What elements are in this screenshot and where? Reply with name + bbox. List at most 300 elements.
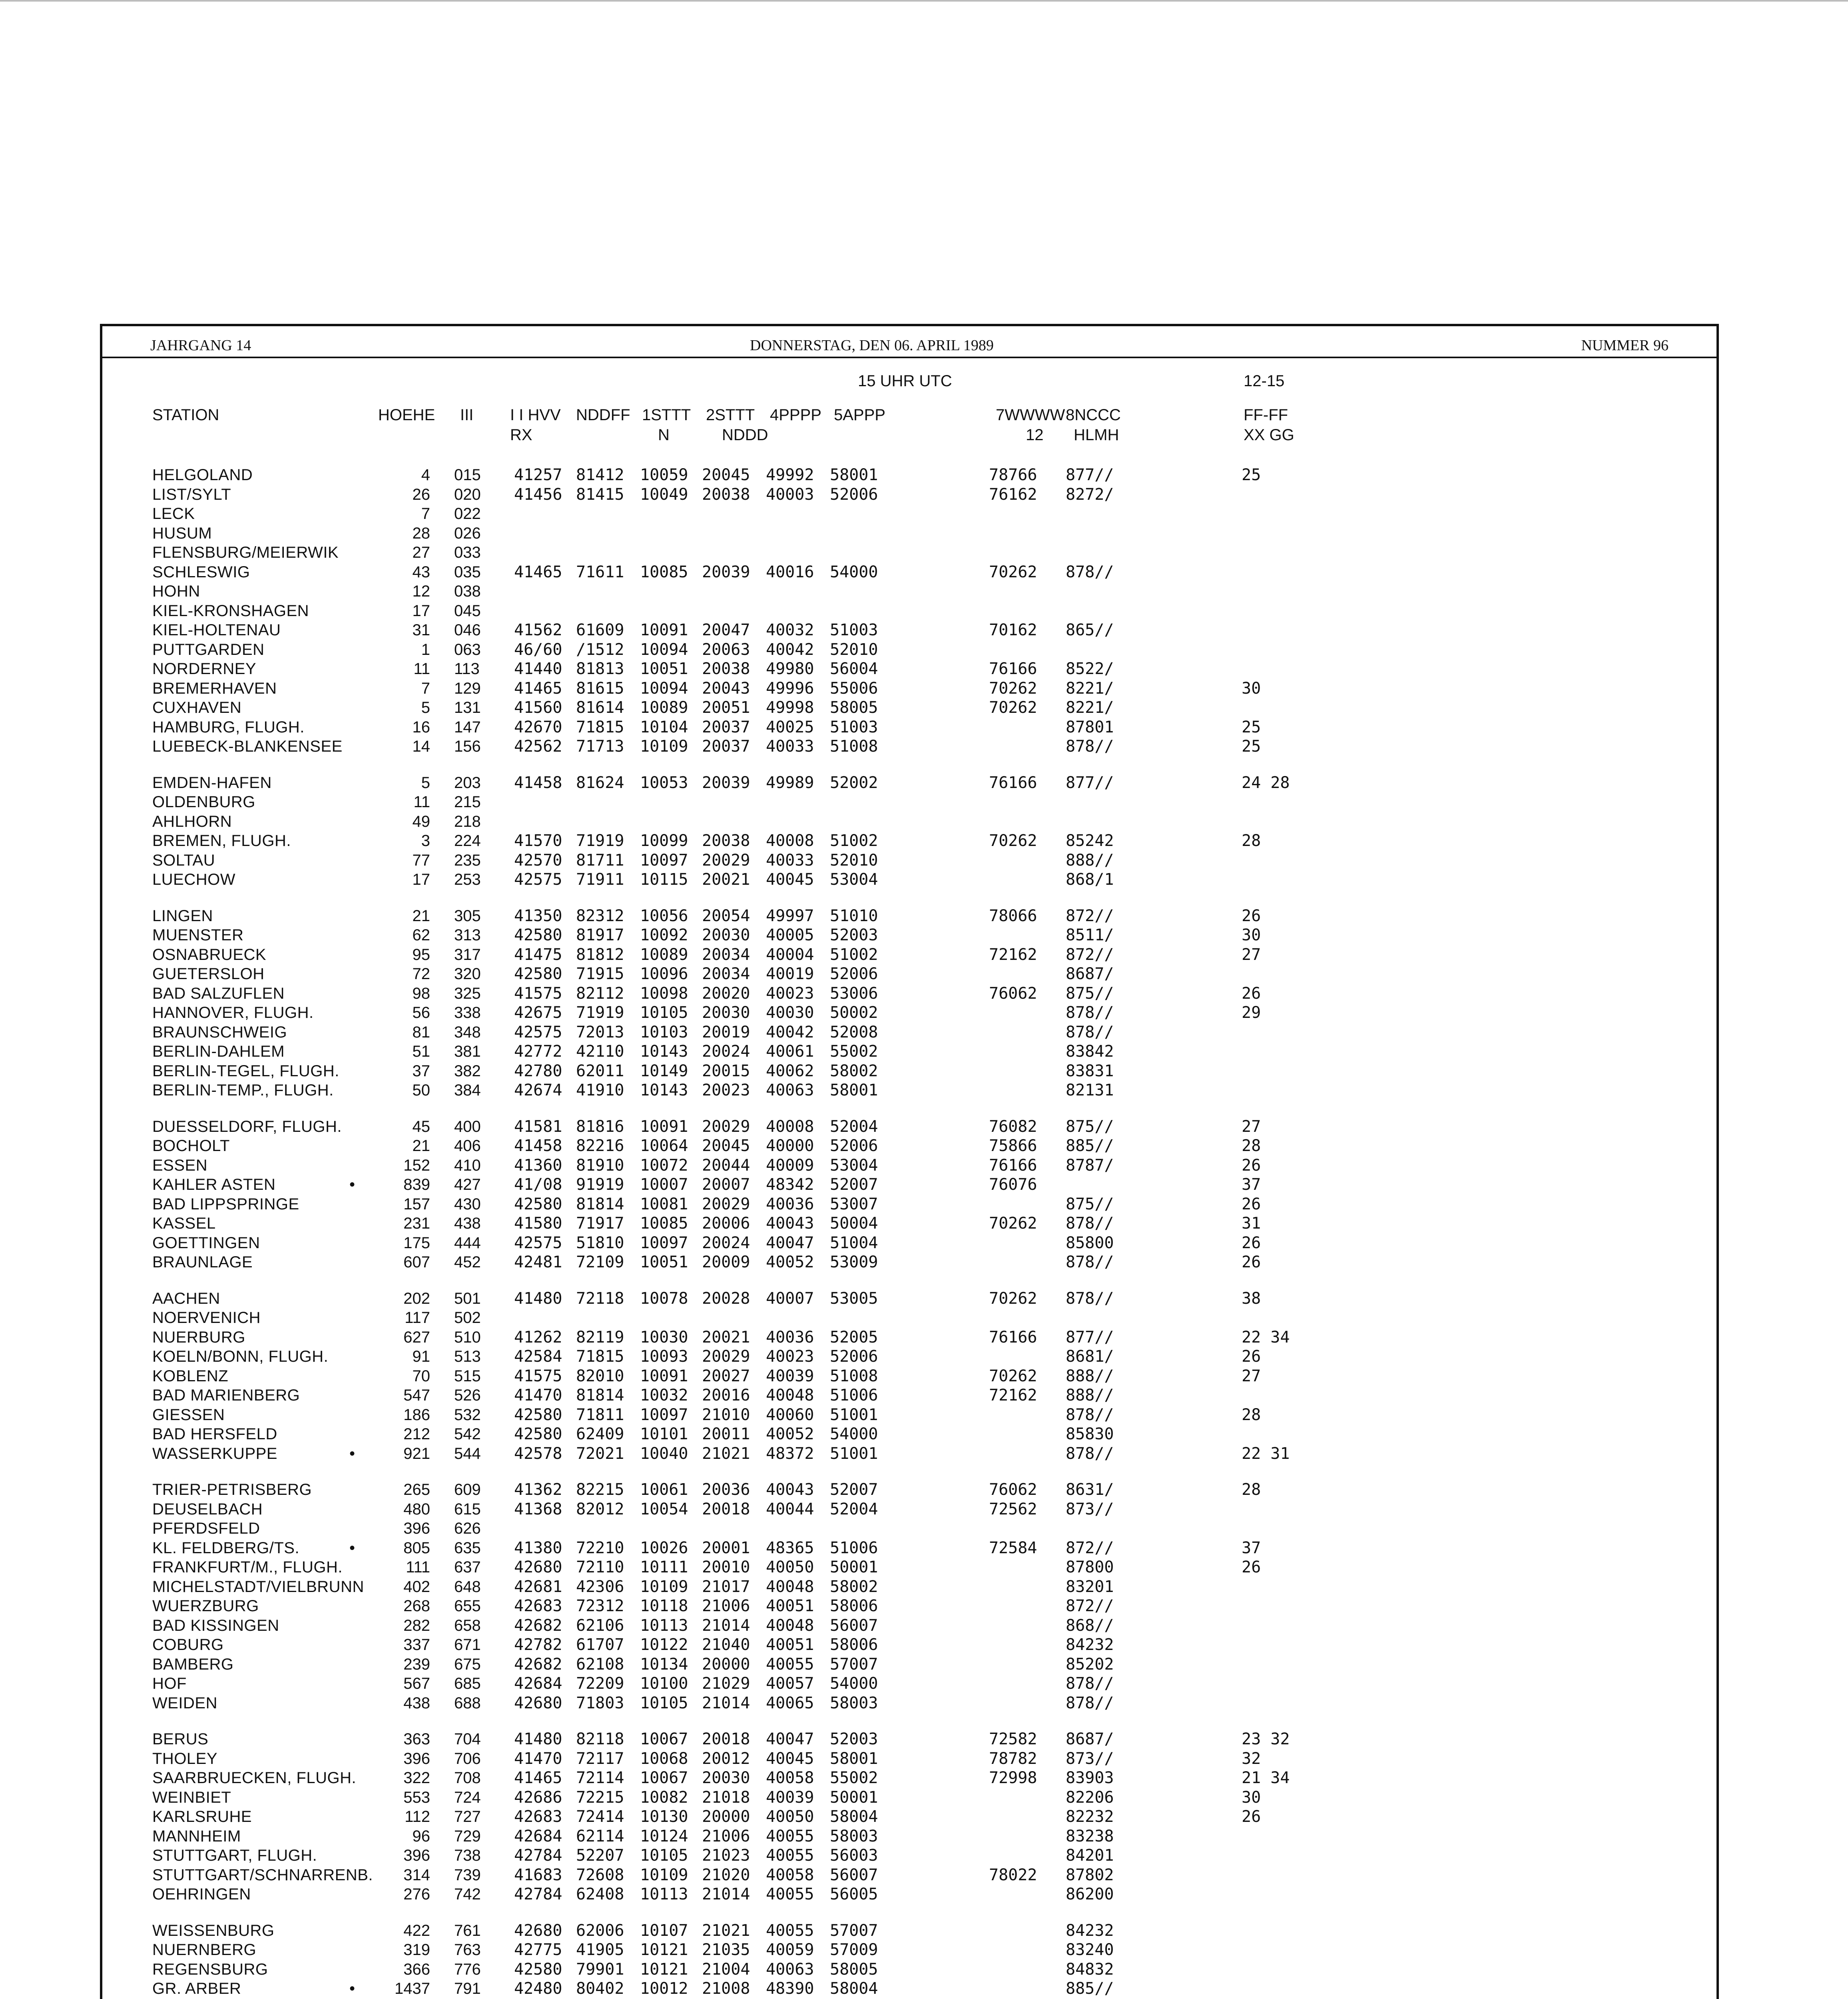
group-2: 62006: [576, 1921, 624, 1940]
issue-number: NUMMER 96: [1581, 337, 1669, 354]
group-6: 51010: [830, 906, 878, 925]
group-8: 83238: [1066, 1827, 1114, 1845]
station-name: BAMBERG: [152, 1655, 234, 1673]
station-name: KOBLENZ: [152, 1367, 229, 1385]
group-2: 81816: [576, 1117, 624, 1136]
group-1: 42782: [514, 1636, 562, 1654]
table-row: [102, 1023, 1716, 1042]
group-6: 51006: [830, 1386, 878, 1404]
group-6: 58003: [830, 1694, 878, 1712]
station-index: 452: [454, 1253, 481, 1271]
group-6: 57007: [830, 1655, 878, 1674]
station-height: 1: [421, 640, 430, 658]
group-4: 21035: [702, 1941, 750, 1959]
group-2: 82010: [576, 1367, 624, 1385]
group-3: 10081: [640, 1195, 688, 1213]
table-row: [102, 1328, 1716, 1347]
group-1: 42772: [514, 1042, 562, 1061]
station-index: 113: [454, 660, 480, 678]
station-height: 322: [403, 1769, 430, 1787]
col-c4: 2STTT: [706, 406, 755, 424]
group-8: 85202: [1066, 1655, 1114, 1674]
station-height: 37: [412, 1062, 430, 1080]
station-name: NUERBURG: [152, 1328, 245, 1346]
group-7: 78766: [989, 466, 1037, 484]
group-3: 10092: [640, 926, 688, 944]
group-3: 10111: [640, 1558, 688, 1576]
group-6: 51004: [830, 1233, 878, 1252]
table-row: [102, 582, 1716, 601]
station-height: 11: [413, 793, 430, 811]
group-1: 41262: [514, 1328, 562, 1347]
group-3: 10049: [640, 485, 688, 504]
group-7: 70262: [989, 832, 1037, 850]
group-4: 20000: [702, 1807, 750, 1826]
station-name: OSNABRUECK: [152, 946, 267, 964]
group-2: 81814: [576, 1386, 624, 1404]
group-2: 52207: [576, 1846, 624, 1865]
table-row: [102, 1674, 1716, 1694]
station-height: 21: [412, 1137, 430, 1155]
station-index: 742: [454, 1885, 481, 1903]
group-5: 48372: [766, 1444, 814, 1463]
group-5: 40052: [766, 1425, 814, 1443]
group-1: 42684: [514, 1827, 562, 1845]
mountain-mark: •: [349, 1980, 355, 1997]
group-8: 878//: [1066, 1253, 1114, 1271]
group-8: 888//: [1066, 1386, 1114, 1404]
station-height: 21: [412, 907, 430, 925]
station-name: PUTTGARDEN: [152, 640, 265, 658]
table-row: [102, 1865, 1716, 1885]
table-row: [102, 1558, 1716, 1577]
group-8: 878//: [1066, 563, 1114, 581]
group-3: 10121: [640, 1941, 688, 1959]
group-3: 10085: [640, 1214, 688, 1233]
station-name: KIEL-KRONSHAGEN: [152, 602, 309, 620]
group-3: 10098: [640, 984, 688, 1003]
station-name: AHLHORN: [152, 812, 232, 830]
group-4: 20039: [702, 773, 750, 792]
group-6: 50001: [830, 1558, 878, 1576]
group-5: 40008: [766, 1117, 814, 1136]
col-c7-sub: 12: [1026, 426, 1044, 444]
station-index: 706: [454, 1750, 481, 1768]
group-6: 55002: [830, 1769, 878, 1787]
group-5: 40059: [766, 1941, 814, 1959]
station-height: 7: [421, 679, 430, 697]
station-name: NORDERNEY: [152, 660, 257, 678]
station-name: DUESSELDORF, FLUGH.: [152, 1117, 342, 1135]
group-3: 10118: [640, 1597, 688, 1615]
group-4: 21006: [702, 1597, 750, 1615]
table-row: [102, 1175, 1716, 1195]
group-5: 40009: [766, 1156, 814, 1175]
group-3: 10099: [640, 832, 688, 850]
group-5: 40058: [766, 1865, 814, 1884]
group-8: 875//: [1066, 984, 1114, 1003]
group-3: 10097: [640, 1233, 688, 1252]
col-c8-sub: HLMH: [1074, 426, 1119, 444]
table-row: [102, 1538, 1716, 1558]
station-name: BAD MARIENBERG: [152, 1387, 300, 1404]
group-5: 49998: [766, 698, 814, 717]
station-index: 542: [454, 1425, 481, 1443]
gust-range: 24 28: [1242, 773, 1290, 792]
group-4: 20023: [702, 1081, 750, 1099]
table-row: [102, 1577, 1716, 1597]
group-spacer: [102, 890, 1716, 906]
station-index: 671: [454, 1636, 481, 1654]
group-spacer: [102, 1272, 1716, 1289]
station-index: 704: [454, 1730, 481, 1748]
table-row: [102, 1846, 1716, 1865]
table-row: [102, 1694, 1716, 1713]
table-row: [102, 1195, 1716, 1214]
group-2: 72013: [576, 1023, 624, 1041]
group-6: 58003: [830, 1827, 878, 1845]
station-index: 035: [454, 563, 481, 581]
group-1: 41440: [514, 660, 562, 678]
group-2: 71911: [576, 870, 624, 889]
station-name: OLDENBURG: [152, 793, 255, 811]
station-height: 276: [403, 1885, 430, 1903]
group-4: 20001: [702, 1538, 750, 1557]
group-4: 21014: [702, 1885, 750, 1903]
group-5: 40063: [766, 1081, 814, 1099]
gust-range: 26: [1242, 906, 1261, 925]
station-index: 406: [454, 1137, 481, 1155]
station-index: 739: [454, 1866, 481, 1884]
group-6: 51006: [830, 1538, 878, 1557]
table-row: [102, 1655, 1716, 1674]
group-7: 72582: [989, 1730, 1037, 1748]
station-height: 5: [421, 699, 430, 716]
group-4: 20018: [702, 1730, 750, 1748]
group-2: 62408: [576, 1885, 624, 1903]
group-3: 10113: [640, 1616, 688, 1635]
col-station: STATION: [152, 406, 219, 424]
group-6: 51003: [830, 718, 878, 736]
group-1: 41465: [514, 1769, 562, 1787]
station-index: 203: [454, 774, 481, 792]
group-3: 10030: [640, 1328, 688, 1347]
group-6: 58004: [830, 1807, 878, 1826]
group-4: 20006: [702, 1214, 750, 1233]
group-5: 40004: [766, 945, 814, 964]
group-4: 20029: [702, 851, 750, 870]
group-6: 54000: [830, 1425, 878, 1443]
group-8: 87800: [1066, 1558, 1114, 1576]
group-1: 42580: [514, 1960, 562, 1979]
group-8: 885//: [1066, 1137, 1114, 1155]
station-height: 547: [403, 1387, 430, 1404]
group-3: 10012: [640, 1979, 688, 1998]
station-height: 51: [412, 1043, 430, 1060]
group-2: 72209: [576, 1674, 624, 1693]
group-5: 49989: [766, 773, 814, 792]
station-index: 156: [454, 738, 481, 755]
group-1: 41580: [514, 1214, 562, 1233]
mountain-mark: •: [349, 1176, 355, 1193]
group-6: 54000: [830, 1674, 878, 1693]
group-6: 53007: [830, 1195, 878, 1213]
group-1: 41465: [514, 679, 562, 698]
group-5: 40062: [766, 1061, 814, 1080]
group-4: 20030: [702, 1769, 750, 1787]
station-height: 31: [412, 621, 430, 639]
station-index: 235: [454, 851, 481, 869]
station-name: LUECHOW: [152, 871, 235, 888]
table-row: [102, 543, 1716, 563]
table-row: [102, 964, 1716, 984]
group-5: 40050: [766, 1807, 814, 1826]
table-row: [102, 1367, 1716, 1386]
station-name: GUETERSLOH: [152, 965, 265, 983]
table-row: [102, 620, 1716, 640]
gust-range: 26: [1242, 1347, 1261, 1366]
station-index: 338: [454, 1004, 481, 1021]
station-height: 152: [403, 1156, 430, 1174]
table-row: [102, 945, 1716, 965]
group-1: 41575: [514, 984, 562, 1003]
group-8: 83831: [1066, 1061, 1114, 1080]
group-2: 81711: [576, 851, 624, 870]
station-index: 727: [454, 1808, 481, 1825]
station-height: 111: [406, 1558, 430, 1576]
station-name: HOHN: [152, 583, 200, 600]
col-c7: 7WWWW: [996, 406, 1065, 424]
group-1: 41562: [514, 621, 562, 639]
group-4: 20039: [702, 563, 750, 581]
group-1: 42784: [514, 1885, 562, 1903]
station-index: 305: [454, 907, 481, 925]
group-8: 85800: [1066, 1233, 1114, 1252]
table-row: [102, 640, 1716, 660]
station-index: 685: [454, 1675, 481, 1692]
station-height: 268: [403, 1597, 430, 1615]
group-5: 40050: [766, 1558, 814, 1576]
group-3: 10051: [640, 1253, 688, 1271]
station-name: WEINBIET: [152, 1788, 231, 1806]
station-name: KOELN/BONN, FLUGH.: [152, 1348, 329, 1365]
station-name: KAHLER ASTEN: [152, 1176, 276, 1193]
group-5: 40008: [766, 832, 814, 850]
station-index: 502: [454, 1309, 481, 1327]
station-index: 658: [454, 1616, 481, 1634]
group-4: 20034: [702, 965, 750, 983]
group-7: 75866: [989, 1137, 1037, 1155]
table-row: [102, 792, 1716, 812]
station-index: 026: [454, 524, 481, 542]
group-5: 49992: [766, 466, 814, 484]
group-5: 40033: [766, 737, 814, 756]
group-3: 10149: [640, 1061, 688, 1080]
group-6: 51001: [830, 1405, 878, 1424]
table-row: [102, 485, 1716, 505]
table-row: [102, 601, 1716, 621]
group-5: 40065: [766, 1694, 814, 1712]
station-name: KL. FELDBERG/TS.: [152, 1539, 300, 1557]
group-8: 878//: [1066, 1289, 1114, 1308]
station-name: COBURG: [152, 1636, 224, 1654]
group-4: 20027: [702, 1367, 750, 1385]
group-4: 20038: [702, 832, 750, 850]
group-8: 878//: [1066, 1694, 1114, 1712]
group-6: 53006: [830, 984, 878, 1003]
group-2: 42110: [576, 1042, 624, 1061]
group-7: 70262: [989, 698, 1037, 717]
gust-range: 26: [1242, 1233, 1261, 1252]
group-3: 10105: [640, 1846, 688, 1865]
group-1: 42580: [514, 965, 562, 983]
group-4: 21008: [702, 1979, 750, 1998]
gust-range: 27: [1242, 945, 1261, 964]
group-8: 85242: [1066, 832, 1114, 850]
gust-range: 26: [1242, 1253, 1261, 1271]
group-1: 42680: [514, 1558, 562, 1576]
group-4: 21004: [702, 1960, 750, 1979]
station-index: 218: [454, 812, 481, 830]
station-name: LINGEN: [152, 907, 213, 925]
station-index: 224: [454, 832, 481, 850]
table-row: [102, 1405, 1716, 1425]
table-row: [102, 1214, 1716, 1233]
station-table: [102, 465, 1716, 1999]
group-6: 58001: [830, 1749, 878, 1768]
group-2: 62114: [576, 1827, 624, 1845]
gust-range: 28: [1242, 1137, 1261, 1155]
table-row: [102, 524, 1716, 543]
group-2: 82118: [576, 1730, 624, 1748]
group-5: 40058: [766, 1769, 814, 1787]
station-index: 215: [454, 793, 481, 811]
station-index: 729: [454, 1827, 481, 1845]
table-row: [102, 1386, 1716, 1405]
group-1: 42680: [514, 1694, 562, 1712]
group-4: 20029: [702, 1195, 750, 1213]
table-row: [102, 870, 1716, 890]
gust-range: 37: [1242, 1175, 1261, 1194]
table-row: [102, 1444, 1716, 1464]
station-height: 157: [403, 1195, 430, 1213]
table-row: [102, 659, 1716, 679]
group-8: 873//: [1066, 1500, 1114, 1518]
station-name: GOETTINGEN: [152, 1234, 260, 1252]
group-6: 51002: [830, 832, 878, 850]
station-height: 50: [412, 1081, 430, 1099]
group-4: 20037: [702, 718, 750, 736]
station-index: 791: [454, 1980, 481, 1997]
station-height: 98: [412, 984, 430, 1002]
group-8: 8687/: [1066, 965, 1114, 983]
table-row: [102, 1921, 1716, 1941]
group-6: 56004: [830, 660, 878, 678]
group-1: 42775: [514, 1941, 562, 1959]
group-5: 40030: [766, 1003, 814, 1022]
group-4: 21014: [702, 1616, 750, 1635]
table-row: [102, 1635, 1716, 1655]
station-index: 761: [454, 1921, 481, 1939]
station-height: 921: [403, 1444, 430, 1462]
group-8: 877//: [1066, 466, 1114, 484]
group-4: 20028: [702, 1289, 750, 1308]
group-2: 71919: [576, 832, 624, 850]
gust-range: 28: [1242, 832, 1261, 850]
gust-range: 26: [1242, 1807, 1261, 1826]
group-1: 42480: [514, 1979, 562, 1998]
group-1: 41575: [514, 1367, 562, 1385]
group-3: 10091: [640, 1367, 688, 1385]
group-8: 872//: [1066, 1538, 1114, 1557]
station-index: 738: [454, 1847, 481, 1864]
table-row: [102, 1749, 1716, 1769]
group-3: 10089: [640, 945, 688, 964]
group-6: 52003: [830, 1730, 878, 1748]
group-3: 10103: [640, 1023, 688, 1041]
station-name: LIST/SYLT: [152, 485, 231, 503]
group-2: 61609: [576, 621, 624, 639]
group-3: 10089: [640, 698, 688, 717]
group-8: 86200: [1066, 1885, 1114, 1903]
group-8: 868//: [1066, 1616, 1114, 1635]
group-8: 8681/: [1066, 1347, 1114, 1366]
group-1: 41570: [514, 832, 562, 850]
station-index: 648: [454, 1578, 481, 1596]
group-4: 20021: [702, 870, 750, 889]
group-2: /1512: [576, 640, 624, 659]
station-height: 91: [412, 1348, 430, 1365]
group-6: 52007: [830, 1480, 878, 1499]
group-3: 10078: [640, 1289, 688, 1308]
group-4: 21021: [702, 1921, 750, 1940]
gust-range: 31: [1242, 1214, 1261, 1233]
station-name: PFERDSFELD: [152, 1520, 260, 1537]
table-row: [102, 1289, 1716, 1309]
group-1: 41470: [514, 1749, 562, 1768]
group-2: 41910: [576, 1081, 624, 1099]
station-height: 1437: [395, 1980, 430, 1997]
group-7: 76076: [989, 1175, 1037, 1194]
station-height: 396: [403, 1847, 430, 1864]
station-name: HAMBURG, FLUGH.: [152, 718, 305, 736]
station-name: BERUS: [152, 1730, 209, 1748]
group-1: 41480: [514, 1730, 562, 1748]
gust-range: 25: [1242, 737, 1261, 756]
station-name: KASSEL: [152, 1215, 216, 1232]
group-3: 10109: [640, 737, 688, 756]
station-height: 265: [403, 1481, 430, 1498]
group-5: 40048: [766, 1577, 814, 1596]
group-1: 42578: [514, 1444, 562, 1463]
group-3: 10032: [640, 1386, 688, 1404]
station-index: 320: [454, 965, 481, 983]
station-height: 480: [403, 1500, 430, 1518]
group-1: 42580: [514, 1195, 562, 1213]
group-6: 50001: [830, 1788, 878, 1807]
group-2: 62106: [576, 1616, 624, 1635]
station-height: 56: [412, 1004, 430, 1021]
group-3: 10082: [640, 1788, 688, 1807]
group-6: 58002: [830, 1577, 878, 1596]
group-8: 8221/: [1066, 698, 1114, 717]
group-2: 71815: [576, 718, 624, 736]
group-2: 81614: [576, 698, 624, 717]
group-2: 81615: [576, 679, 624, 698]
group-4: 20044: [702, 1156, 750, 1175]
station-name: HUSUM: [152, 524, 212, 542]
group-3: 10097: [640, 851, 688, 870]
